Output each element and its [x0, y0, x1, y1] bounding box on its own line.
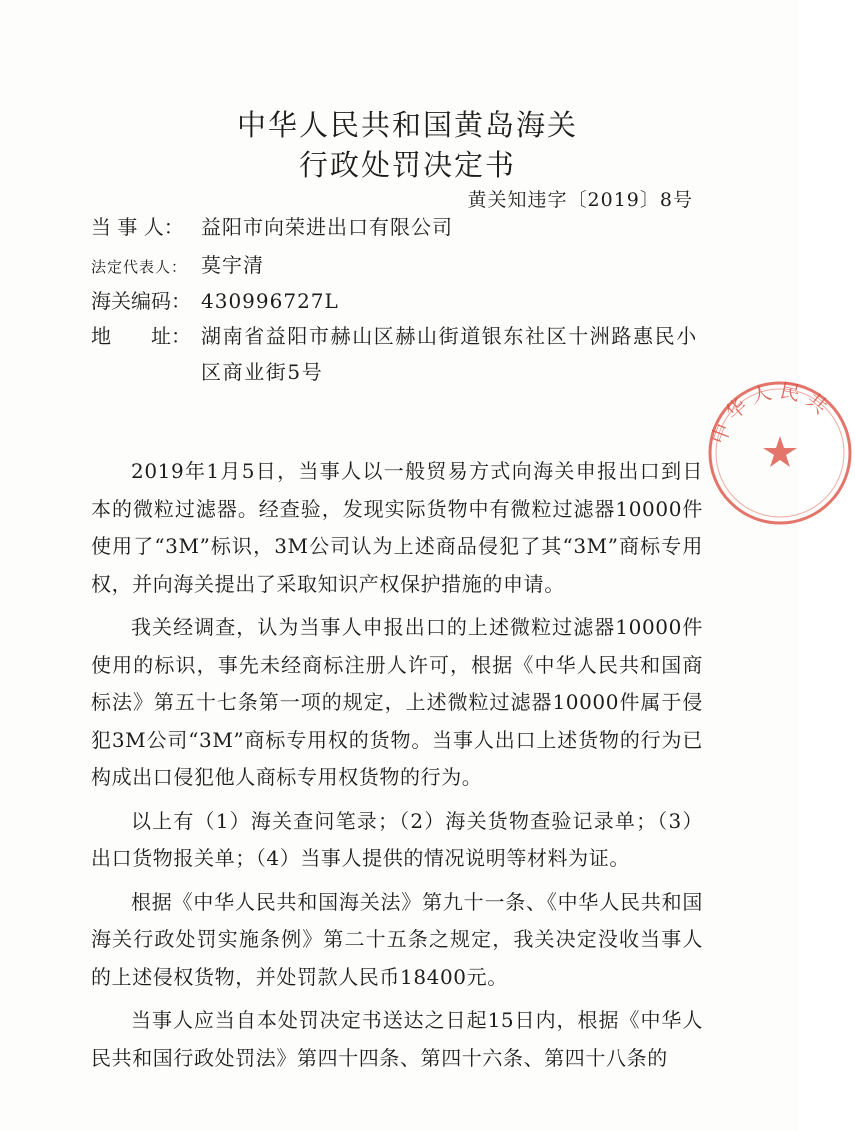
decision-body — [91, 453, 703, 1083]
party-label: 当 事 人： — [91, 215, 184, 239]
address-value: 湖南省益阳市赫山区赫山街道银东社区十洲路惠民小区商业街5号 — [201, 324, 698, 384]
customs-code-field — [91, 283, 339, 319]
representative-value: 莫宇清 — [201, 253, 264, 277]
paragraph-facts: 2019年1月5日，当事人以一般贸易方式向海关申报出口到日本的微粒过滤器。经查验，发现实际货物中有微粒过滤器10000件使用了“3M”标识，3M公司认为上述商品侵犯了其“3M”商标专用权，并向海关提出了采取知识产权保护措施的申请。 — [91, 459, 703, 596]
official-seal-stamp — [705, 378, 855, 528]
paragraph-penalty: 根据《中华人民共和国海关法》第九十一条、《中华人民共和国海关行政处罚实施条例》第二十五条之规定，我关决定没收当事人的上述侵权货物，并处罚款人民币18400元。 — [91, 889, 703, 989]
customs-code-value: 430996727L — [201, 289, 339, 313]
document-number: 黄关知违字〔2019〕8号 — [467, 189, 693, 211]
paragraph-appeal: 当事人应当自本处罚决定书送达之日起15日内，根据《中华人民共和国行政处罚法》第四十四条、第四十六条、第四十八条的 — [91, 1008, 703, 1070]
paragraph-evidence: 以上有（1）海关查问笔录；（2）海关货物查验记录单；（3）出口货物报关单；（4）当事人提供的情况说明等材料为证。 — [91, 808, 703, 870]
representative-label: 法定代表人： — [91, 258, 188, 276]
address-field — [91, 318, 711, 390]
svg-text:中华人民共: 中华人民共 — [706, 378, 837, 448]
paragraph-investigation: 我关经调查，认为当事人申报出口的上述微粒过滤器10000件使用的标识，事先未经商标注册人许可，根据《中华人民共和国商标法》第五十七条第一项的规定，上述微粒过滤器10000件属于侵犯3M公司“3M”商标专用权的货物。当事人出口上述货物的行为已构成出口侵犯他人商标专用权货物的行为。 — [91, 615, 703, 789]
representative-field — [91, 247, 264, 285]
document-title-line2: 行政处罚决定书 — [298, 148, 516, 182]
party-value: 益阳市向荣进出口有限公司 — [201, 215, 453, 239]
address-label: 地 址： — [91, 324, 191, 348]
customs-code-label: 海关编码： — [91, 289, 191, 313]
party-field — [91, 209, 453, 245]
document-title-line1: 中华人民共和国黄岛海关 — [236, 108, 578, 142]
